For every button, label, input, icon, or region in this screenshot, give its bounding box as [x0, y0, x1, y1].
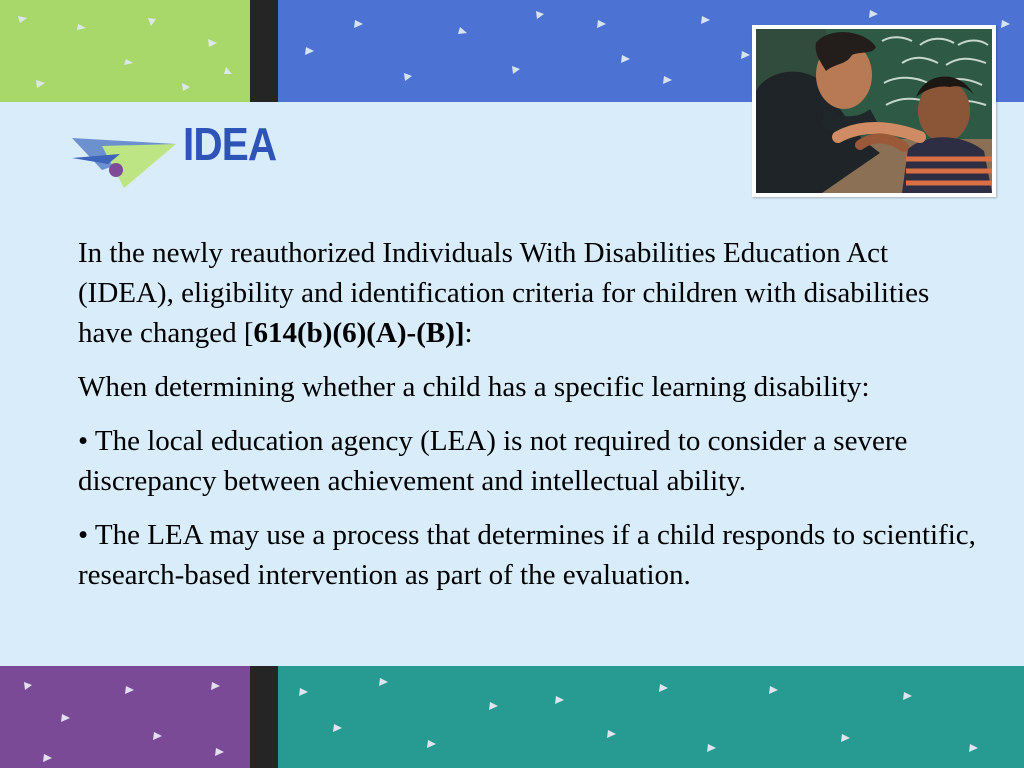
slide-title: IDEA	[183, 118, 277, 170]
slide-content	[78, 233, 988, 609]
photo-content	[756, 29, 992, 193]
condition-paragraph: When determining whether a child has a specific learning disability:	[78, 371, 870, 403]
legal-citation: 614(b)(6)(A)-(B)]	[253, 317, 465, 349]
intro-paragraph	[78, 233, 988, 353]
bullet-paragraph-2: • The LEA may use a process that determines if a child responds to scientific, research-based intervention as part of the evaluation.	[78, 519, 976, 591]
teacher-and-student-photo	[752, 25, 996, 197]
bottom-decorative-band	[0, 666, 1024, 768]
bullet-paragraph-1: • The local education agency (LEA) is not required to consider a severe discrepancy between achievement and intellectual ability.	[78, 425, 908, 497]
bottom-triangle-pattern	[0, 666, 1024, 768]
intro-colon: :	[464, 317, 473, 349]
photo-illustration	[756, 29, 992, 193]
intro-text: In the newly reauthorized Individuals With Disabilities Education Act (IDEA), eligibility and identification criteria for children with disabilities have changed [	[78, 237, 930, 349]
paper-plane-logo-icon	[72, 128, 184, 194]
